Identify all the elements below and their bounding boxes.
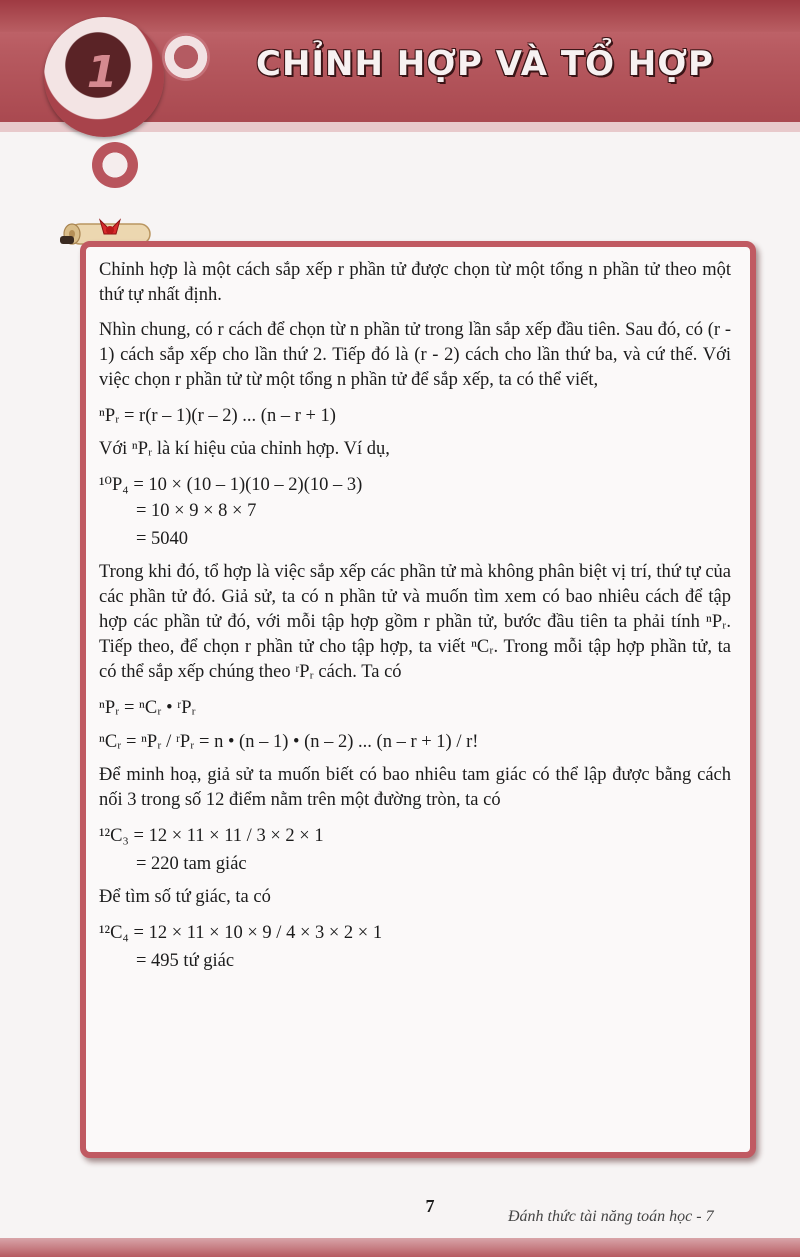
formula: ⁿCᵣ = ⁿPᵣ / ʳPᵣ = n • (n – 1) • (n – 2) ... (n – r + 1) / r!	[99, 732, 479, 752]
content	[99, 258, 731, 982]
formula: = 5040	[136, 529, 189, 549]
formula: ¹²C₃ = 12 × 11 × 11 / 3 × 2 × 1	[99, 826, 324, 846]
formula: = 495 tứ giác	[136, 951, 235, 971]
formula: ¹⁰P₄ = 10 × (10 – 1)(10 – 2)(10 – 3)	[99, 475, 363, 495]
paragraph: Với ⁿPᵣ là kí hiệu của chỉnh hợp. Ví dụ,	[99, 439, 390, 459]
page-number: 7	[425, 1196, 435, 1216]
paragraph: Nhìn chung, có r cách để chọn từ n phần tử trong lần sắp xếp đầu tiên. Sau đó, có (r - 1) cách sắp xếp cho lần thứ 2. Tiếp đó là (r - 2) cách cho lần thứ ba, và cứ thế. Với việc chọn r phần tử từ một tổng n phần tử để sắp xếp, ta có thể viết,	[99, 320, 731, 390]
formula: ¹²C₄ = 12 × 11 × 10 × 9 / 4 × 3 × 2 × 1	[99, 923, 383, 943]
decor-circle	[92, 142, 138, 188]
formula: = 10 × 9 × 8 × 7	[136, 501, 257, 521]
book-title-footer: Đánh thức tài năng toán học - 7	[508, 1208, 714, 1225]
formula: ⁿPᵣ = ⁿCᵣ • ʳPᵣ	[99, 698, 196, 718]
footer-band	[0, 1238, 800, 1257]
decor-circle-small	[162, 33, 210, 81]
paragraph: Chỉnh hợp là một cách sắp xếp r phần tử được chọn từ một tổng n phần tử theo một thứ tự nhất định.	[99, 260, 731, 305]
formula: = 220 tam giác	[136, 854, 247, 874]
formula: ⁿPᵣ = r(r – 1)(r – 2) ... (n – r + 1)	[99, 406, 336, 426]
paragraph: Trong khi đó, tổ hợp là việc sắp xếp các phần tử mà không phân biệt vị trí, thứ tự của các phần tử đó. Giả sử, ta có n phần tử và muốn tìm xem có bao nhiêu cách để tập hợp các phần tử đó, với mỗi tập hợp gồm r phần tử, bước đầu tiên ta phải tính ⁿPᵣ. Tiếp theo, để chọn r phần tử cho tập hợp, ta viết ⁿCᵣ. Trong mỗi tập hợp phần tử, ta có thể sắp xếp chúng theo ʳPᵣ cách. Ta có	[99, 562, 731, 682]
chapter-title: CHỈNH HỢP VÀ TỔ HỢP	[256, 44, 714, 84]
chapter-number: 1	[86, 47, 118, 98]
paragraph: Để tìm số tứ giác, ta có	[99, 887, 271, 907]
paragraph: Để minh hoạ, giả sử ta muốn biết có bao nhiêu tam giác có thể lập được bằng cách nối 3 trong số 12 điểm nằm trên một đường tròn, ta có	[99, 765, 731, 810]
